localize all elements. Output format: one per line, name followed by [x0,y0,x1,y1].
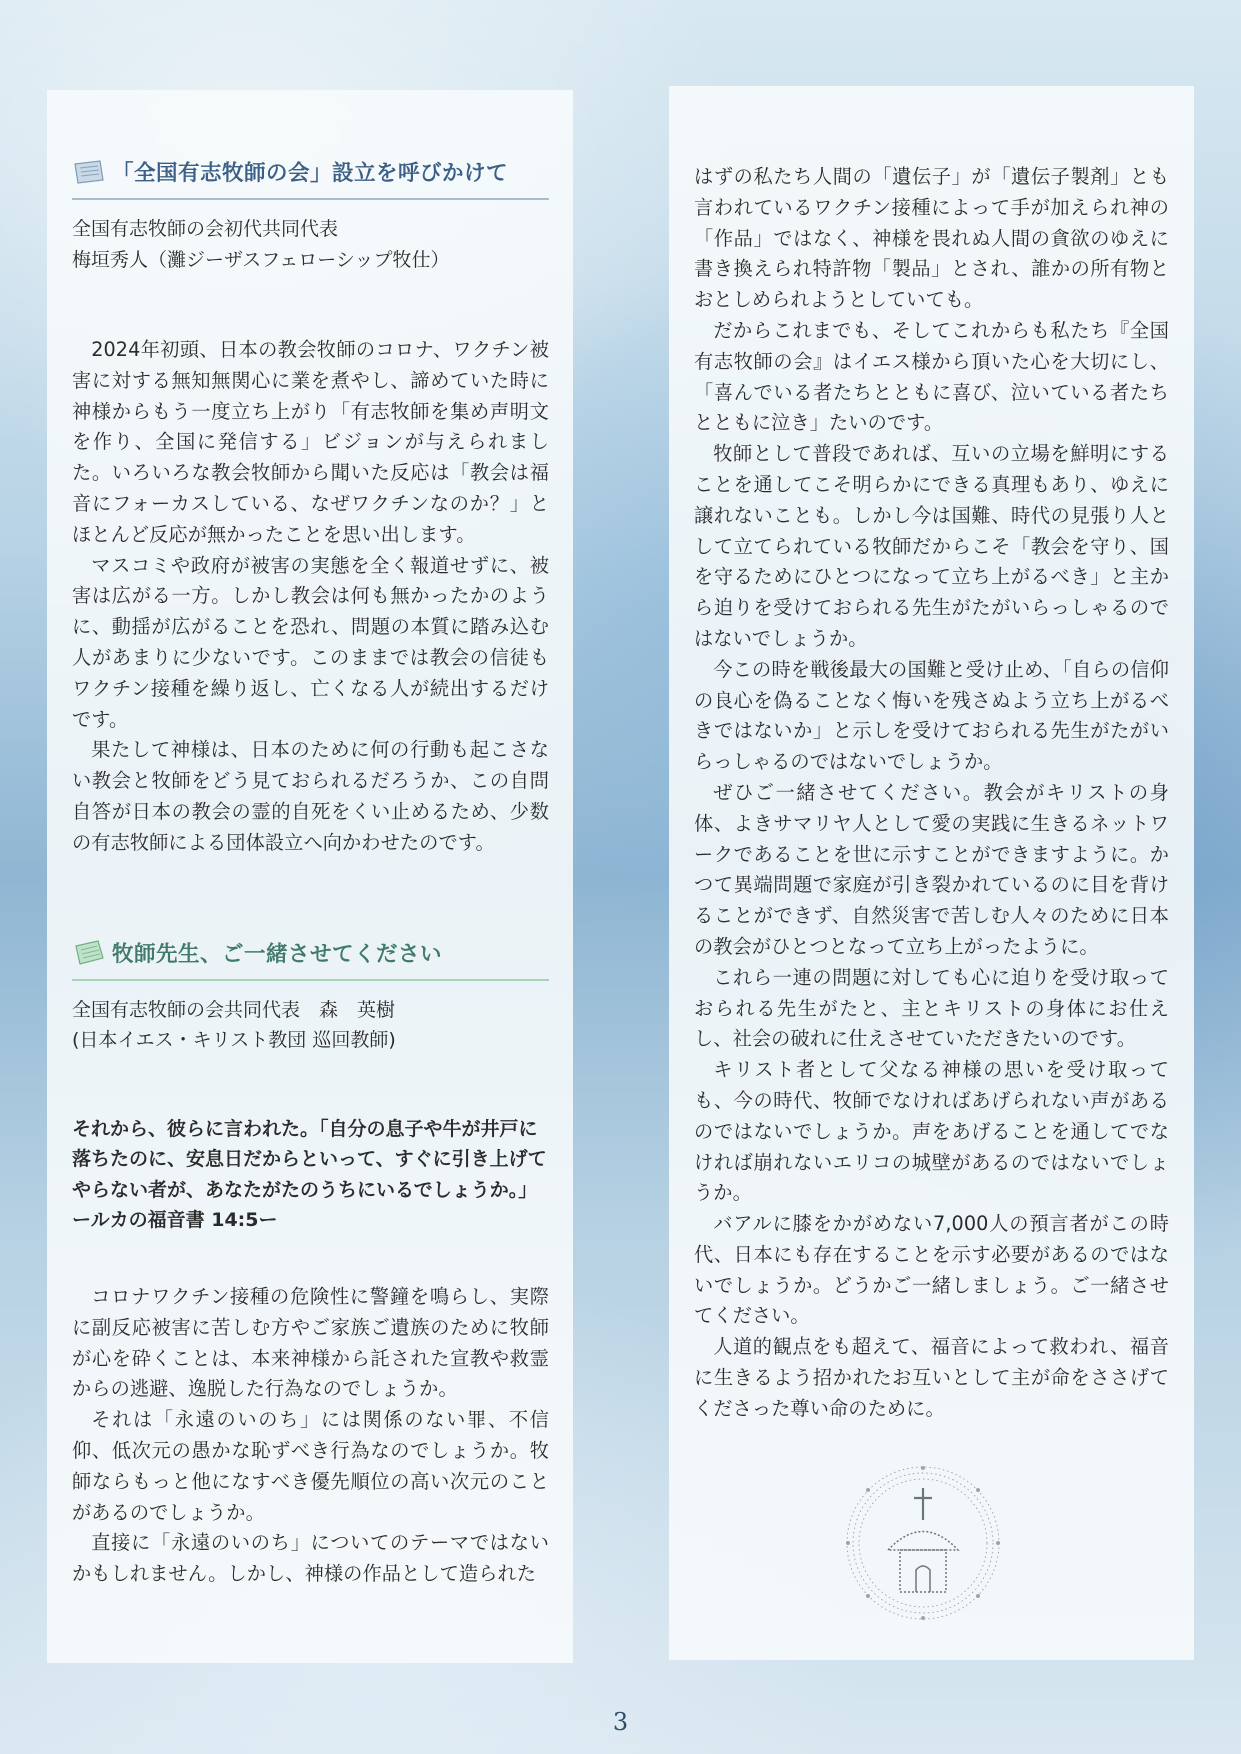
paragraph: これら一連の問題に対しても心に迫りを受け取っておられる先生がたと、主とキリストの身体にお仕えし、社会の破れに仕えさせていただきたいのです。 [694,965,1169,1051]
paragraph: 直接に「永遠のいのち」についてのテーマではないかもしれません。しかし、神様の作品として造られた [72,1531,549,1586]
section-heading-1 [72,156,549,200]
left-column [47,90,573,1663]
paragraph: 今この時を戦後最大の国難と受け止め、「自らの信仰の良心を偽ることなく悔いを残さぬよう立ち上がるべきではないか」と示しを受けておられる先生がたがいらっしゃるのではないでしょうか。 [694,657,1169,774]
paragraph: はずの私たち人間の「遺伝子」が「遺伝子製剤」とも言われているワクチン接種によって手が加えられ神の「作品」ではなく、神様を畏れぬ人間の貪欲のゆえに書き換えられ特許物「製品」とされ、誰かの所有物とおとしめられようとしていても。 [694,165,1169,312]
byline-2-line-2: (日本イエス・キリスト教団 巡回教師) [72,1029,396,1052]
paper-note-icon [72,158,106,186]
green-note-icon [72,938,106,966]
section-heading-1-text: 「全国有志牧師の会」設立を呼びかけて [112,161,509,186]
paragraph: ぜひご一緒させてください。教会がキリストの身体、よきサマリヤ人として愛の実践に生きるネットワークであることを世に示すことができますように。かつて異端問題で家庭が引き裂かれているのに目を背けることができず、自然災害で苦しむ人々のために日本の教会がひとつとなって立ち上がったように。 [694,780,1169,958]
paragraph: マスコミや政府が被害の実態を全く報道せずに、被害は広がる一方。しかし教会は何も無かったかのように、動揺が広がることを恐れ、問題の本質に踏み込む人があまりに少ないです。このままでは教会の信徒もワクチン接種を繰り返し、亡くなる人が続出するだけです。 [72,553,549,731]
section-heading-2-text: 牧師先生、ご一緒させてください [112,941,443,967]
paragraph: それは「永遠のいのち」には関係のない罪、不信仰、低次元の愚かな恥ずべき行為なのでしょうか。牧師ならもっと他になすべき優先順位の高い次元のことがあるのでしょうか。 [72,1408,549,1524]
paragraph: 果たして神様は、日本のために何の行動も起こさない教会と牧師をどう見ておられるだろうか、この自問自答が日本の教会の霊的自死をくい止めるため、少数の有志牧師による団体設立へ向かわせたのです。 [72,738,549,854]
paragraph: コロナワクチン接種の危険性に警鐘を鳴らし、実際に副反応被害に苦しむ方やご家族ご遺族のために牧師が心を砕くことは、本来神様から託された宣教や救霊からの逃避、逸脱した行為なのでしょうか。 [72,1284,549,1401]
byline-2-line-1: 全国有志牧師の会共同代表 森 英樹 [72,998,396,1021]
right-column [669,86,1194,1660]
paragraph: 2024年初頭、日本の教会牧師のコロナ、ワクチン被害に対する無知無関心に業を煮やし、諦めていた時に神様からもう一度立ち上がり「有志牧師を集め声明文を作り、全国に発信する」ビジョンが与えられました。いろいろな教会牧師から聞いた反応は「教会は福音にフォーカスしている、なぜワクチンなのか？」とほとんど反応が無かったことを思い出します。 [72,338,549,546]
paragraph: バアルに膝をかがめない7,000人の預言者がこの時代、日本にも存在することを示す必要があるのではないでしょうか。どうかご一緒しましょう。ご一緒させてください。 [694,1212,1169,1328]
page-number: 3 [612,1708,629,1736]
paragraph: 人道的観点をも超えて、福音によって救われ、福音に生きるよう招かれたお互いとして主が命をささげてくださった尊い命のために。 [694,1335,1169,1420]
paragraph: キリスト者として父なる神様の思いを受け取っても、今の時代、牧師でなければあげられない声があるのではないでしょうか。声をあげることを通してでなければ崩れないエリコの城壁があるのではないでしょうか。 [694,1058,1169,1205]
byline-1-line-1: 全国有志牧師の会初代共同代表 [72,218,339,240]
byline-1-line-2: 梅垣秀人（灘ジーザスフェローシップ牧仕） [72,248,450,271]
scripture-reference: ールカの福音書 14:5ー [72,1209,278,1232]
church-wreath-icon [838,1458,1008,1628]
section-heading-2 [72,937,549,981]
paragraph: だからこれまでも、そしてこれからも私たち『全国有志牧師の会』はイエス様から頂いた心を大切にし、「喜んでいる者たちとともに喜び、泣いている者たちとともに泣き」たいのです。 [694,318,1169,435]
scripture-quote: それから、彼らに言われた。「自分の息子や牛が井戸に落ちたのに、安息日だからといって、すぐに引き上げてやらない者が、あなたがたのうちにいるでしょうか。」 [72,1117,547,1201]
paragraph: 牧師として普段であれば、互いの立場を鮮明にすることを通してこそ明らかにできる真理もあり、ゆえに譲れないことも。しかし今は国難、時代の見張り人として立てられている牧師だからこそ「教会を守り、国を守るためにひとつになって立ち上がるべき」と主から迫りを受けておられる先生がたがいらっしゃるのではないでしょうか。 [694,442,1169,650]
